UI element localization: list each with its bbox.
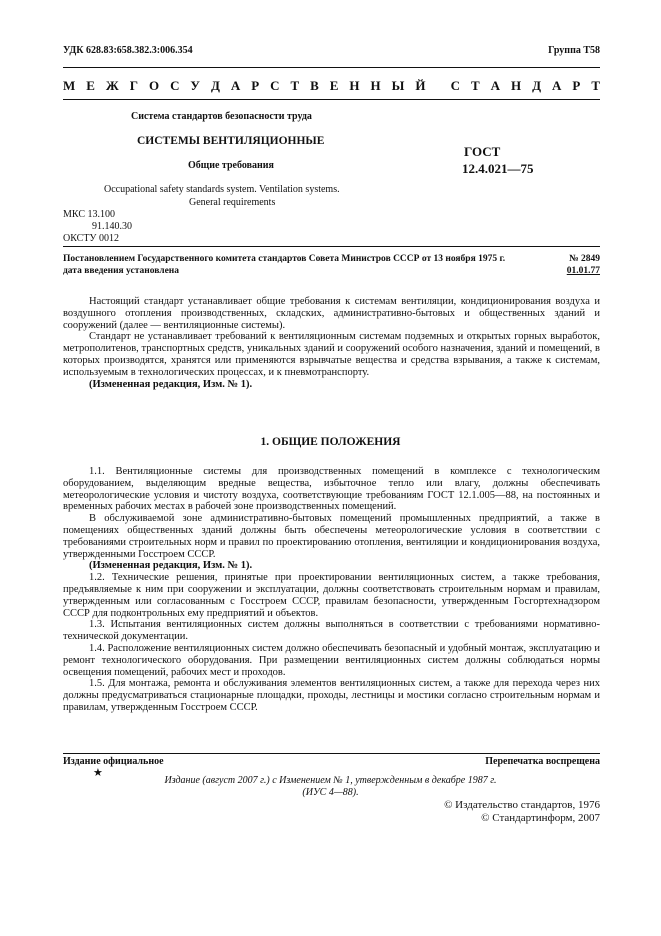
clause-1-1-cont: В обслуживаемой зоне административно-бытовых помещений промышленных предприятий, а также в помещениях общественных зданий должны быть обеспечены метеорологические условия в соответствии с требованиями строительных норм и правил по проектированию отопления, вентиляции и кондиционирования воздуха, утвержденными Госстроем СССР.: [63, 513, 600, 560]
official-edition-label: Издание официальное: [63, 756, 164, 767]
gost-label: ГОСТ: [464, 144, 501, 159]
udk-code: УДК 628.83:658.382.3:006.354: [63, 45, 193, 56]
copyright-block: [444, 799, 600, 825]
banner-letter: Т: [591, 78, 600, 93]
document-title: СИСТЕМЫ ВЕНТИЛЯЦИОННЫЕ: [137, 135, 325, 147]
edition-line-2: (ИУС 4—88).: [302, 787, 359, 798]
banner-letter: Р: [251, 78, 260, 93]
banner-letter: Н: [511, 78, 522, 93]
banner-letter: С: [170, 78, 180, 93]
intro-paragraph-1: Настоящий стандарт устанавливает общие требования к системам вентиляции, кондиционирования воздуха и воздушного отопления производственных, складских, административно-бытовых и общественных зданий и сооружений (далее — вентиляционные системы).: [63, 296, 600, 331]
banner-letter: Е: [86, 78, 95, 93]
section-heading: 1. ОБЩИЕ ПОЛОЖЕНИЯ: [260, 436, 401, 448]
banner-letter: Д: [210, 78, 220, 93]
banner-letter: Д: [532, 78, 542, 93]
edition-info: [0, 775, 661, 799]
banner-letter: Ы: [391, 78, 405, 93]
clause-1-1: 1.1. Вентиляционные системы для производственных помещений в комплексе с технологическим оборудованием, выделяющим вредные вещества, избыточное тепло или влагу, должны обеспечивать метеорологические условия и чистоту воздуха, соответствующие требованиям ГОСТ 12.1.005—88, на постоянных и временных рабочих местах в рабочей зоне производственных помещений.: [63, 466, 600, 513]
banner-letter: В: [310, 78, 319, 93]
effective-date-label: дата введения установлена: [63, 266, 180, 276]
banner-letter: С: [450, 78, 461, 93]
document-subtitle: Общие требования: [188, 160, 274, 171]
english-title-line2: General requirements: [189, 197, 276, 208]
section1-block: [63, 466, 600, 714]
effective-date: 01.01.77: [566, 266, 600, 276]
clause-1-5: 1.5. Для монтажа, ремонта и обслуживания элементов вентиляционных систем, а также для перехода через них должны предусматриваться стационарные площадки, проходы, лестницы и мостики согласно строительным нормам и правилам, утвержденным Госстроем СССР.: [63, 678, 600, 713]
classification-codes: [63, 209, 132, 245]
top-rule: [63, 67, 600, 68]
banner-gap: [436, 78, 439, 94]
banner-letter: Г: [129, 78, 138, 93]
banner-letter: Н: [349, 78, 360, 93]
intro-amendment-note: (Измененная редакция, Изм. № 1).: [89, 378, 253, 390]
banner-letter: О: [148, 78, 160, 93]
okstu-code: ОКСТУ 0012: [63, 233, 120, 244]
banner-letter: А: [230, 78, 241, 93]
banner-letter: Т: [290, 78, 300, 93]
mks-code-2: 91.140.30: [92, 221, 132, 232]
banner-letter: Ж: [105, 78, 119, 93]
clause-1-4: 1.4. Расположение вентиляционных систем должно обеспечивать безопасный и удобный монтаж, эксплуатацию и ремонт технологического оборудования. При размещении вентиляционных систем должны соблюдаться нормы освещения помещений, рабочих мест и проходов.: [63, 642, 600, 678]
banner-letter: Й: [415, 78, 426, 93]
clause-1-2: 1.2. Технические решения, принятые при проектировании вентиляционных систем, а также требования, предъявляемые к ним при сооружении и эксплуатации, должны соответствовать строительным нормам и правилам, утвержденным или согласованным с Госстроем СССР, правилам безопасности, утвержденным Госгортехнадзором СССР для подконтрольных ему предприятий и объектов.: [63, 572, 600, 619]
gost-designation: [462, 143, 534, 177]
banner-letter: С: [270, 78, 280, 93]
banner-letter: А: [490, 78, 501, 93]
banner-letter: Т: [471, 78, 480, 93]
banner-letter: М: [63, 78, 76, 93]
reprint-notice: Перепечатка воспрещена: [485, 756, 600, 767]
section1-amendment-note: (Измененная редакция, Изм. № 1).: [89, 560, 253, 572]
mks-code-1: МКС 13.100: [63, 209, 115, 220]
clause-1-3: 1.3. Испытания вентиляционных систем должны выполняться в соответствии с требованиями нормативно-технической документации.: [63, 619, 600, 643]
banner-letter: Р: [572, 78, 581, 93]
banner-letter: А: [552, 78, 562, 93]
intro-paragraph-2: Стандарт не устанавливает требований к вентиляционным системам подземных и открытых горных выработок, метрополитенов, транспортных средств, уникальных зданий и сооружений особого назначения, зданий и помещений, в которых производятся, хранятся или применяются взрывчатые вещества и средства взрывания, а также к системам, используемым в технологических процессах, и к пневмотранспорту.: [63, 331, 600, 378]
gost-number: 12.4.021—75: [462, 161, 534, 176]
decree-number: № 2849: [569, 254, 600, 264]
decree-rule: [63, 246, 600, 247]
banner-rule: [63, 99, 600, 100]
footer-rule: [63, 753, 600, 754]
group-code: Группа Т58: [548, 45, 600, 56]
copyright-2: © Стандартинформ, 2007: [481, 812, 600, 824]
banner-letter: У: [190, 78, 200, 93]
copyright-1: © Издательство стандартов, 1976: [444, 799, 600, 811]
standard-banner: [63, 78, 600, 94]
banner-letter: Е: [329, 78, 339, 93]
decree-text: Постановлением Государственного комитета стандартов Совета Министров СССР от 13 ноября 1975 г.: [63, 254, 506, 264]
english-title-line1: Occupational safety standards system. Ventilation systems.: [104, 184, 340, 195]
banner-letter: Н: [370, 78, 381, 93]
star-icon: ★: [93, 767, 103, 779]
intro-block: [63, 296, 600, 390]
edition-line-1: Издание (август 2007 г.) с Изменением № 1, утвержденным в декабре 1987 г.: [164, 775, 497, 786]
series-title: Система стандартов безопасности труда: [131, 111, 312, 122]
